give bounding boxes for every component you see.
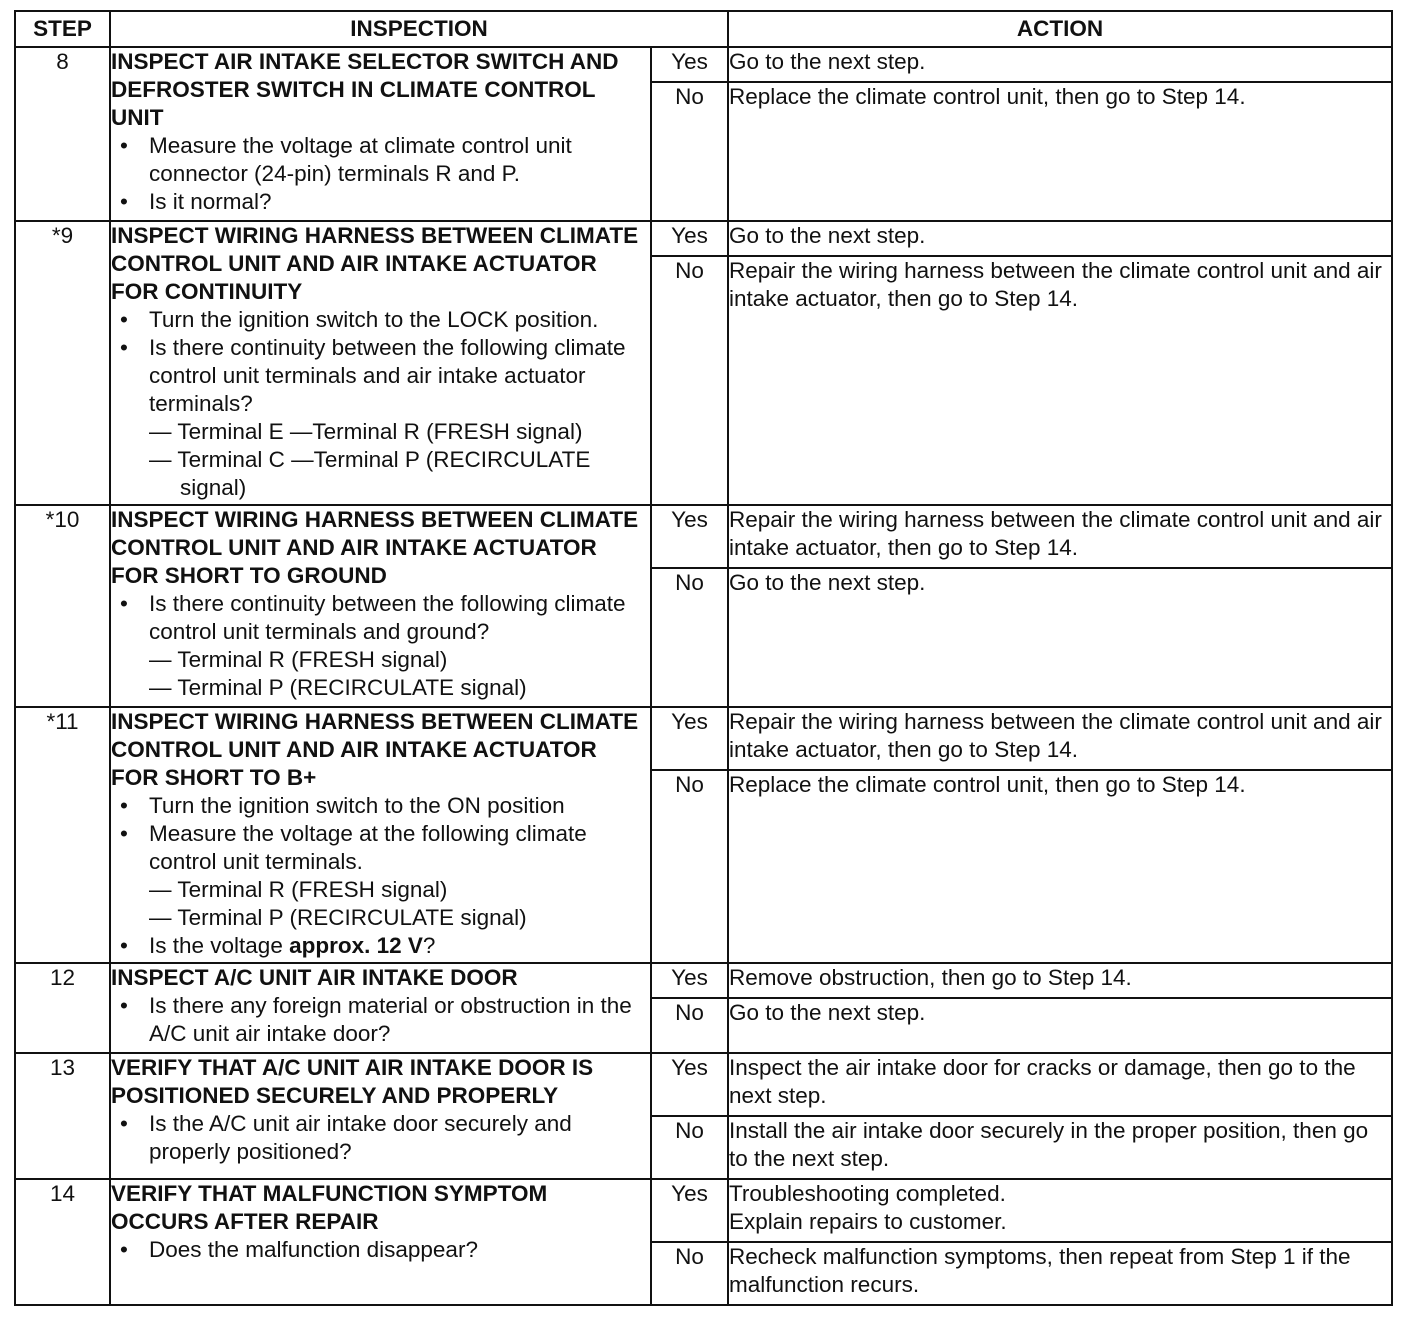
terminal-item: — Terminal C —Terminal P (RECIRCULATE signal) bbox=[149, 447, 591, 500]
terminal-item: — Terminal E —Terminal R (FRESH signal) bbox=[149, 419, 583, 444]
bullet-text: Is there continuity between the following climate control unit terminals and air intake actuator terminals? bbox=[149, 335, 626, 416]
bullet-text: Turn the ignition switch to the ON position bbox=[149, 793, 565, 818]
step-row bbox=[15, 505, 1392, 568]
no-label: No bbox=[651, 1116, 728, 1179]
no-label: No bbox=[651, 568, 728, 707]
inspection-bullet bbox=[111, 992, 650, 1048]
inspection-title: VERIFY THAT MALFUNCTION SYMPTOM OCCURS AFTER REPAIR bbox=[111, 1181, 548, 1234]
inspection-bullet bbox=[111, 188, 650, 216]
inspection-cell bbox=[110, 1053, 651, 1179]
bullet-tail: ? bbox=[422, 933, 436, 958]
terminal-list bbox=[149, 876, 650, 932]
step-row bbox=[15, 963, 1392, 998]
inspection-title: INSPECT WIRING HARNESS BETWEEN CLIMATE CONTROL UNIT AND AIR INTAKE ACTUATOR FOR CONTINUITY bbox=[111, 223, 639, 304]
yes-label: Yes bbox=[651, 1179, 728, 1242]
no-label: No bbox=[651, 770, 728, 963]
step-number: *9 bbox=[15, 221, 110, 505]
inspection-cell bbox=[110, 221, 651, 505]
inspection-bullet bbox=[111, 1110, 650, 1166]
inspection-cell bbox=[110, 505, 651, 707]
yes-label: Yes bbox=[651, 505, 728, 568]
action-header: ACTION bbox=[728, 11, 1392, 47]
table-body bbox=[15, 47, 1392, 1305]
terminal-list bbox=[149, 646, 650, 702]
step-number: 12 bbox=[15, 963, 110, 1053]
inspection-bullet bbox=[111, 1236, 650, 1264]
yes-action: Remove obstruction, then go to Step 14. bbox=[728, 963, 1392, 998]
step-row bbox=[15, 1179, 1392, 1242]
inspection-bullets bbox=[111, 992, 650, 1048]
no-action: Repair the wiring harness between the climate control unit and air intake actuator, then go to Step 14. bbox=[728, 256, 1392, 505]
step-header: STEP bbox=[15, 11, 110, 47]
bullet-text: Does the malfunction disappear? bbox=[149, 1237, 478, 1262]
inspection-bullets bbox=[111, 792, 650, 960]
bullet-text: Is the A/C unit air intake door securely and properly positioned? bbox=[149, 1111, 572, 1164]
terminal-item: — Terminal P (RECIRCULATE signal) bbox=[149, 905, 527, 930]
terminal-item: — Terminal R (FRESH signal) bbox=[149, 877, 448, 902]
bullet-text: Is there continuity between the following climate control unit terminals and ground? bbox=[149, 591, 626, 644]
inspection-bullet bbox=[111, 792, 650, 820]
step-number: 8 bbox=[15, 47, 110, 221]
step-row bbox=[15, 47, 1392, 82]
inspection-bullet bbox=[111, 820, 650, 932]
bullet-emphasis: approx. 12 V bbox=[289, 933, 423, 958]
yes-action: Repair the wiring harness between the climate control unit and air intake actuator, then go to Step 14. bbox=[728, 707, 1392, 770]
inspection-bullet bbox=[111, 334, 650, 502]
yes-action: Inspect the air intake door for cracks or damage, then go to the next step. bbox=[728, 1053, 1392, 1116]
no-label: No bbox=[651, 82, 728, 221]
yes-action: Go to the next step. bbox=[728, 47, 1392, 82]
step-row bbox=[15, 221, 1392, 256]
no-label: No bbox=[651, 256, 728, 505]
no-action: Go to the next step. bbox=[728, 568, 1392, 707]
no-label: No bbox=[651, 1242, 728, 1305]
inspection-cell bbox=[110, 1179, 651, 1305]
inspection-title: VERIFY THAT A/C UNIT AIR INTAKE DOOR IS POSITIONED SECURELY AND PROPERLY bbox=[111, 1055, 594, 1108]
terminal-item: — Terminal P (RECIRCULATE signal) bbox=[149, 675, 527, 700]
inspection-bullet bbox=[111, 306, 650, 334]
yes-action: Troubleshooting completed. Explain repairs to customer. bbox=[728, 1179, 1392, 1242]
bullet-text: Turn the ignition switch to the LOCK position. bbox=[149, 307, 599, 332]
inspection-title: INSPECT WIRING HARNESS BETWEEN CLIMATE CONTROL UNIT AND AIR INTAKE ACTUATOR FOR SHORT TO GROUND bbox=[111, 507, 639, 588]
inspection-cell bbox=[110, 963, 651, 1053]
inspection-bullet bbox=[111, 932, 650, 960]
yes-label: Yes bbox=[651, 963, 728, 998]
yes-label: Yes bbox=[651, 221, 728, 256]
step-row bbox=[15, 1053, 1392, 1116]
inspection-cell bbox=[110, 47, 651, 221]
terminal-item: — Terminal R (FRESH signal) bbox=[149, 647, 448, 672]
header-row bbox=[15, 11, 1392, 47]
step-number: *10 bbox=[15, 505, 110, 707]
bullet-text: Measure the voltage at climate control unit connector (24-pin) terminals R and P. bbox=[149, 133, 572, 186]
no-label: No bbox=[651, 998, 728, 1053]
inspection-title: INSPECT WIRING HARNESS BETWEEN CLIMATE CONTROL UNIT AND AIR INTAKE ACTUATOR FOR SHORT TO B+ bbox=[111, 709, 639, 790]
troubleshooting-table bbox=[14, 10, 1393, 1306]
inspection-cell bbox=[110, 707, 651, 963]
bullet-text: Is the voltage bbox=[149, 933, 290, 958]
no-action: Install the air intake door securely in the proper position, then go to the next step. bbox=[728, 1116, 1392, 1179]
inspection-title: INSPECT A/C UNIT AIR INTAKE DOOR bbox=[111, 965, 518, 990]
step-number: 13 bbox=[15, 1053, 110, 1179]
inspection-bullets bbox=[111, 590, 650, 702]
inspection-bullet bbox=[111, 132, 650, 188]
inspection-header: INSPECTION bbox=[110, 11, 728, 47]
inspection-bullets bbox=[111, 1110, 650, 1166]
inspection-bullets bbox=[111, 132, 650, 216]
yes-label: Yes bbox=[651, 707, 728, 770]
no-action: Replace the climate control unit, then go to Step 14. bbox=[728, 770, 1392, 963]
bullet-text: Measure the voltage at the following climate control unit terminals. bbox=[149, 821, 587, 874]
inspection-bullets bbox=[111, 306, 650, 502]
inspection-bullets bbox=[111, 1236, 650, 1264]
inspection-bullet bbox=[111, 590, 650, 702]
yes-action: Go to the next step. bbox=[728, 221, 1392, 256]
step-number: *11 bbox=[15, 707, 110, 963]
bullet-text: Is there any foreign material or obstruction in the A/C unit air intake door? bbox=[149, 993, 632, 1046]
bullet-text: Is it normal? bbox=[149, 189, 272, 214]
inspection-title: INSPECT AIR INTAKE SELECTOR SWITCH AND DEFROSTER SWITCH IN CLIMATE CONTROL UNIT bbox=[111, 49, 619, 130]
step-row bbox=[15, 707, 1392, 770]
step-number: 14 bbox=[15, 1179, 110, 1305]
yes-label: Yes bbox=[651, 47, 728, 82]
no-action: Go to the next step. bbox=[728, 998, 1392, 1053]
no-action: Recheck malfunction symptoms, then repeat from Step 1 if the malfunction recurs. bbox=[728, 1242, 1392, 1305]
no-action: Replace the climate control unit, then go to Step 14. bbox=[728, 82, 1392, 221]
yes-label: Yes bbox=[651, 1053, 728, 1116]
terminal-list bbox=[149, 418, 650, 502]
yes-action: Repair the wiring harness between the climate control unit and air intake actuator, then go to Step 14. bbox=[728, 505, 1392, 568]
